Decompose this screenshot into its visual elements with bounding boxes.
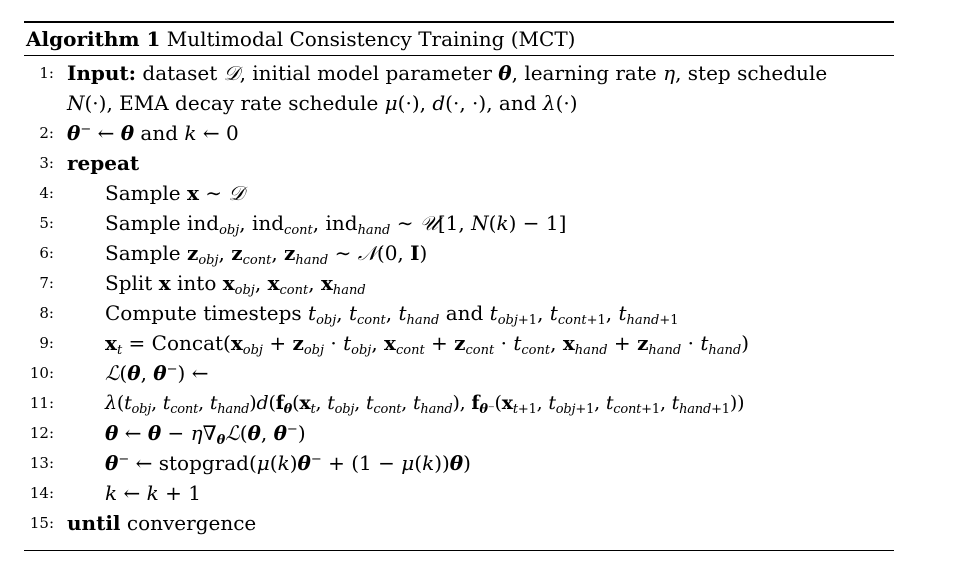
algorithm-line-10 <box>24 358 894 388</box>
algorithm-lines <box>24 56 894 538</box>
algorithm-caption <box>24 23 894 55</box>
line-content: Sample $z_{obj}$, $z_{cont}$, $z_{hand}$ ∼ 𝒩(0, I) <box>105 241 428 268</box>
algorithm-line-11 <box>24 388 894 418</box>
line-content: $\lambda(t_{obj}$, $t_{cont}$, $t_{hand})d(f_\theta(x_t$, $t_{obj}$, $t_{cont}$, $t_{hand}$), $f_{\theta^-}(x_{t+1}$, $t_{obj+1}$, $t_{cont+1}$, $t_{hand+1}$)) <box>105 392 745 417</box>
algorithm-line-2 <box>24 118 894 148</box>
line-number: 12: <box>29 424 54 442</box>
line-content: Input: dataset 𝒟, initial model parameter θ, learning rate η, step schedule <box>67 61 828 85</box>
line-number: 4: <box>39 184 54 202</box>
line-number: 3: <box>39 154 54 172</box>
line-number: 14: <box>29 484 54 502</box>
line-number: 1: <box>39 64 54 82</box>
line-number: 6: <box>39 244 54 262</box>
line-number: 10: <box>29 364 54 382</box>
bottom-rule <box>24 550 894 551</box>
algorithm-line-9 <box>24 328 894 358</box>
algorithm-line-7 <box>24 268 894 298</box>
line-content: ℒ(θ, θ−) ← <box>105 361 209 385</box>
line-content: $x_t$ = $Concat(x_{obj} + z_{obj} \cdot t_{obj}$, $x_{cont} + z_{cont} \cdot t_{cont}$, $x_{hand} + z_{hand} \cdot t_{hand}$) <box>105 331 750 358</box>
algorithm-line-8 <box>24 298 894 328</box>
line-content: θ ← $\theta - \eta\nabla_\theta ℒ(\theta$, θ−) <box>105 421 306 448</box>
line-number: 9: <box>39 334 54 352</box>
line-number: 15: <box>29 514 54 532</box>
line-content: Compute timesteps $t_{obj}$, $t_{cont}$, $t_{hand}$ and $t_{obj+1}$, $t_{cont+1}$, $t_{hand+1}$ <box>105 301 679 328</box>
algorithm-label: Algorithm 1 <box>26 27 161 51</box>
line-number: 2: <box>39 124 54 142</box>
line-content: θ− ← θ and k ← 0 <box>67 121 239 145</box>
line-content: N(·), EMA decay rate schedule μ(·), d(·, ·), and λ(·) <box>67 91 578 115</box>
line-number: 13: <box>29 454 54 472</box>
algorithm-line-1 <box>24 58 894 88</box>
algorithm-line-13 <box>24 448 894 478</box>
algorithm-line-15 <box>24 508 894 538</box>
line-content: Sample x ∼ 𝒟 <box>105 181 245 205</box>
line-content: repeat <box>67 151 140 175</box>
algorithm-line-1-continued <box>24 88 894 118</box>
algorithm-line-4 <box>24 178 894 208</box>
line-content: k ← k + 1 <box>105 481 201 505</box>
line-number: 11: <box>29 394 54 412</box>
line-content: Split x into $x_{obj}$, $x_{cont}$, $x_{hand}$ <box>105 271 366 298</box>
algorithm-line-3 <box>24 148 894 178</box>
algorithm-line-6 <box>24 238 894 268</box>
line-number: 8: <box>39 304 54 322</box>
line-number: 5: <box>39 214 54 232</box>
algorithm-line-12 <box>24 418 894 448</box>
line-number: 7: <box>39 274 54 292</box>
algorithm-title: Multimodal Consistency Training (MCT) <box>166 27 576 51</box>
line-content: θ− ← stopgrad(μ(k)θ− + (1 − μ(k))θ) <box>105 451 471 475</box>
algorithm-line-14 <box>24 478 894 508</box>
line-content: until convergence <box>67 511 257 535</box>
line-content: Sample ind$_{obj}$, ind$_{cont}$, ind$_{hand}$ ∼ 𝒰[1, N(k) − 1] <box>105 211 567 238</box>
algorithm-block <box>24 21 894 538</box>
algorithm-line-5 <box>24 208 894 238</box>
